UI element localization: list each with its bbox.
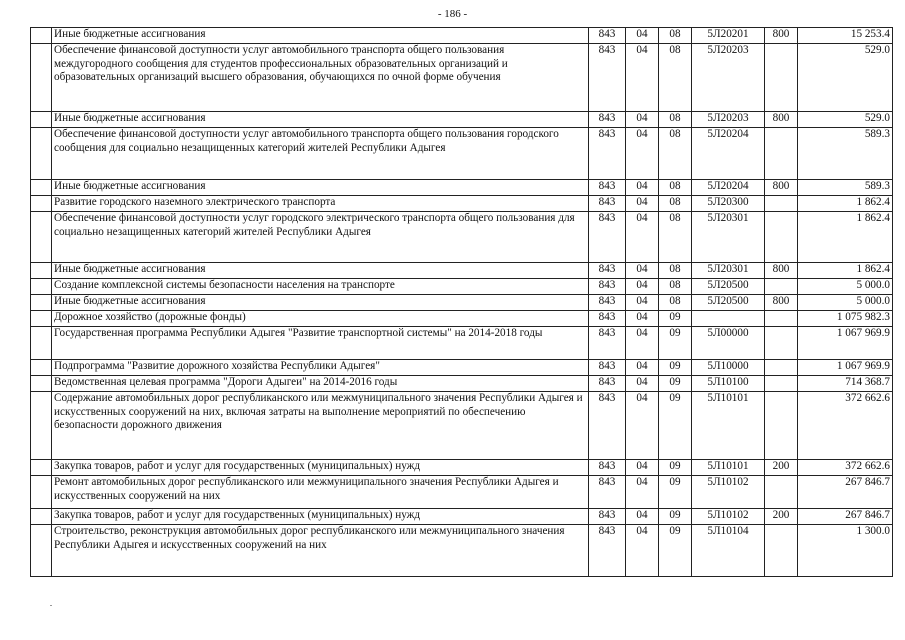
section-code: 04: [626, 327, 659, 360]
subsection-code: 09: [659, 460, 692, 476]
row-description: Иные бюджетные ассигнования: [52, 180, 589, 196]
expense-type-code: 800: [765, 263, 798, 279]
amount: 372 662.6: [798, 460, 893, 476]
table-row: [31, 28, 893, 44]
subsection-code: 09: [659, 392, 692, 460]
expense-type-code: 800: [765, 180, 798, 196]
subsection-code: 09: [659, 311, 692, 327]
ministry-code: 843: [589, 263, 626, 279]
target-item-code: 5Л20204: [692, 180, 765, 196]
blank-cell: [31, 212, 52, 263]
table-row: [31, 112, 893, 128]
target-item-code: 5Л20203: [692, 44, 765, 112]
subsection-code: 08: [659, 279, 692, 295]
expense-type-code: 200: [765, 460, 798, 476]
ministry-code: 843: [589, 327, 626, 360]
expense-type-code: [765, 311, 798, 327]
target-item-code: 5Л20301: [692, 263, 765, 279]
row-description: Иные бюджетные ассигнования: [52, 112, 589, 128]
page-number: - 186 -: [437, 8, 468, 20]
ministry-code: 843: [589, 311, 626, 327]
target-item-code: 5Л10000: [692, 360, 765, 376]
blank-cell: [31, 525, 52, 577]
target-item-code: [692, 311, 765, 327]
amount: 1 862.4: [798, 263, 893, 279]
row-description: Подпрограмма "Развитие дорожного хозяйства Республики Адыгея": [52, 360, 589, 376]
table-row: [31, 180, 893, 196]
section-code: 04: [626, 212, 659, 263]
expense-type-code: [765, 44, 798, 112]
ministry-code: 843: [589, 212, 626, 263]
amount: 714 368.7: [798, 376, 893, 392]
row-description: Развитие городского наземного электрического транспорта: [52, 196, 589, 212]
target-item-code: 5Л10101: [692, 460, 765, 476]
blank-cell: [31, 327, 52, 360]
ministry-code: 843: [589, 525, 626, 577]
blank-cell: [31, 460, 52, 476]
ministry-code: 843: [589, 196, 626, 212]
section-code: 04: [626, 360, 659, 376]
table-row: [31, 311, 893, 327]
subsection-code: 09: [659, 376, 692, 392]
amount: 5 000.0: [798, 295, 893, 311]
target-item-code: 5Л10101: [692, 392, 765, 460]
target-item-code: 5Л20301: [692, 212, 765, 263]
section-code: 04: [626, 311, 659, 327]
amount: 15 253.4: [798, 28, 893, 44]
table-row: [31, 295, 893, 311]
amount: 372 662.6: [798, 392, 893, 460]
row-description: Ремонт автомобильных дорог республиканского или межмуниципального значения Республики Адыгея и искусственных сооружений на них: [52, 476, 589, 509]
row-description: Государственная программа Республики Адыгея "Развитие транспортной системы" на 2014-2018 годы: [52, 327, 589, 360]
row-description: Иные бюджетные ассигнования: [52, 295, 589, 311]
row-description: Обеспечение финансовой доступности услуг городского электрического транспорта общего пользования для социально незащищенных категорий жителей Республики Адыгея: [52, 212, 589, 263]
amount: 1 862.4: [798, 212, 893, 263]
section-code: 04: [626, 28, 659, 44]
ministry-code: 843: [589, 295, 626, 311]
target-item-code: 5Л10100: [692, 376, 765, 392]
expense-type-code: [765, 525, 798, 577]
blank-cell: [31, 295, 52, 311]
blank-cell: [31, 509, 52, 525]
blank-cell: [31, 279, 52, 295]
target-item-code: 5Л10102: [692, 509, 765, 525]
ministry-code: 843: [589, 509, 626, 525]
target-item-code: 5Л20203: [692, 112, 765, 128]
subsection-code: 09: [659, 525, 692, 577]
section-code: 04: [626, 112, 659, 128]
budget-table-body: [31, 28, 893, 577]
expense-type-code: [765, 360, 798, 376]
expense-type-code: [765, 476, 798, 509]
ministry-code: 843: [589, 180, 626, 196]
ministry-code: 843: [589, 476, 626, 509]
scan-speck: [50, 605, 52, 606]
table-row: [31, 509, 893, 525]
blank-cell: [31, 392, 52, 460]
subsection-code: 09: [659, 360, 692, 376]
row-description: Строительство, реконструкция автомобильных дорог республиканского или межмуниципального значения Республики Адыгея и искусственных сооружений на них: [52, 525, 589, 577]
expense-type-code: 800: [765, 28, 798, 44]
blank-cell: [31, 263, 52, 279]
target-item-code: 5Л20500: [692, 295, 765, 311]
section-code: 04: [626, 525, 659, 577]
target-item-code: 5Л00000: [692, 327, 765, 360]
table-row: [31, 263, 893, 279]
ministry-code: 843: [589, 460, 626, 476]
amount: 267 846.7: [798, 509, 893, 525]
expense-type-code: [765, 279, 798, 295]
row-description: Создание комплексной системы безопасности населения на транспорте: [52, 279, 589, 295]
row-description: Ведомственная целевая программа "Дороги Адыгеи" на 2014-2016 годы: [52, 376, 589, 392]
ministry-code: 843: [589, 128, 626, 180]
section-code: 04: [626, 509, 659, 525]
section-code: 04: [626, 392, 659, 460]
ministry-code: 843: [589, 376, 626, 392]
amount: 1 862.4: [798, 196, 893, 212]
table-row: [31, 279, 893, 295]
amount: 1 067 969.9: [798, 327, 893, 360]
table-row: [31, 327, 893, 360]
section-code: 04: [626, 44, 659, 112]
section-code: 04: [626, 295, 659, 311]
ministry-code: 843: [589, 112, 626, 128]
row-description: Иные бюджетные ассигнования: [52, 28, 589, 44]
table-row: [31, 360, 893, 376]
expense-type-code: 800: [765, 295, 798, 311]
table-row: [31, 476, 893, 509]
target-item-code: 5Л20300: [692, 196, 765, 212]
table-row: [31, 392, 893, 460]
target-item-code: 5Л10102: [692, 476, 765, 509]
blank-cell: [31, 44, 52, 112]
section-code: 04: [626, 376, 659, 392]
blank-cell: [31, 112, 52, 128]
amount: 5 000.0: [798, 279, 893, 295]
table-row: [31, 525, 893, 577]
target-item-code: 5Л20500: [692, 279, 765, 295]
expense-type-code: 200: [765, 509, 798, 525]
subsection-code: 08: [659, 112, 692, 128]
amount: 1 075 982.3: [798, 311, 893, 327]
blank-cell: [31, 360, 52, 376]
blank-cell: [31, 128, 52, 180]
expense-type-code: [765, 376, 798, 392]
expense-type-code: 800: [765, 112, 798, 128]
expense-type-code: [765, 212, 798, 263]
row-description: Содержание автомобильных дорог республиканского или межмуниципального значения Республики Адыгея и искусственных сооружений на них, включая затраты на выполнение мероприятий по обеспечению безопасности дорожного движения: [52, 392, 589, 460]
subsection-code: 08: [659, 128, 692, 180]
blank-cell: [31, 28, 52, 44]
row-description: Обеспечение финансовой доступности услуг автомобильного транспорта общего пользования городского сообщения для социально незащищенных категорий жителей Республики Адыгея: [52, 128, 589, 180]
amount: 529.0: [798, 112, 893, 128]
target-item-code: 5Л20201: [692, 28, 765, 44]
section-code: 04: [626, 128, 659, 180]
subsection-code: 08: [659, 212, 692, 263]
table-row: [31, 212, 893, 263]
ministry-code: 843: [589, 28, 626, 44]
subsection-code: 09: [659, 327, 692, 360]
subsection-code: 08: [659, 295, 692, 311]
section-code: 04: [626, 180, 659, 196]
expense-type-code: [765, 327, 798, 360]
ministry-code: 843: [589, 392, 626, 460]
blank-cell: [31, 196, 52, 212]
amount: 589.3: [798, 180, 893, 196]
subsection-code: 08: [659, 44, 692, 112]
ministry-code: 843: [589, 44, 626, 112]
section-code: 04: [626, 476, 659, 509]
blank-cell: [31, 311, 52, 327]
table-row: [31, 128, 893, 180]
subsection-code: 08: [659, 180, 692, 196]
row-description: Закупка товаров, работ и услуг для государственных (муниципальных) нужд: [52, 509, 589, 525]
target-item-code: 5Л20204: [692, 128, 765, 180]
table-row: [31, 460, 893, 476]
amount: 529.0: [798, 44, 893, 112]
section-code: 04: [626, 196, 659, 212]
table-row: [31, 376, 893, 392]
table-row: [31, 44, 893, 112]
row-description: Обеспечение финансовой доступности услуг автомобильного транспорта общего пользования междугородного сообщения для студентов профессиональных образовательных организаций и образовательных организаций высшего образования, обучающихся по очной форме обучения: [52, 44, 589, 112]
subsection-code: 08: [659, 28, 692, 44]
amount: 1 067 969.9: [798, 360, 893, 376]
row-description: Иные бюджетные ассигнования: [52, 263, 589, 279]
subsection-code: 08: [659, 196, 692, 212]
ministry-code: 843: [589, 360, 626, 376]
expense-type-code: [765, 392, 798, 460]
target-item-code: 5Л10104: [692, 525, 765, 577]
section-code: 04: [626, 460, 659, 476]
amount: 267 846.7: [798, 476, 893, 509]
section-code: 04: [626, 279, 659, 295]
row-description: Закупка товаров, работ и услуг для государственных (муниципальных) нужд: [52, 460, 589, 476]
budget-table: [30, 27, 893, 577]
subsection-code: 09: [659, 509, 692, 525]
row-description: Дорожное хозяйство (дорожные фонды): [52, 311, 589, 327]
amount: 589.3: [798, 128, 893, 180]
section-code: 04: [626, 263, 659, 279]
subsection-code: 09: [659, 476, 692, 509]
ministry-code: 843: [589, 279, 626, 295]
subsection-code: 08: [659, 263, 692, 279]
table-row: [31, 196, 893, 212]
expense-type-code: [765, 128, 798, 180]
blank-cell: [31, 476, 52, 509]
expense-type-code: [765, 196, 798, 212]
amount: 1 300.0: [798, 525, 893, 577]
blank-cell: [31, 376, 52, 392]
blank-cell: [31, 180, 52, 196]
